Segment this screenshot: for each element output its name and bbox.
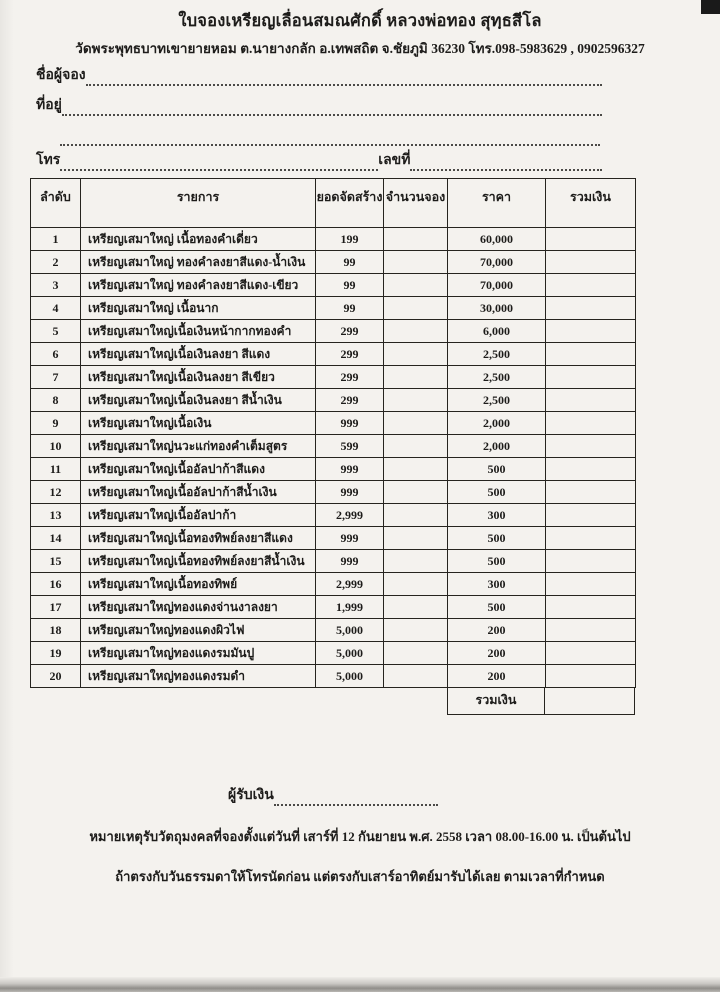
cell-qty [384,458,448,481]
cell-qty [384,274,448,297]
cell-qty [384,527,448,550]
cell-total [546,274,636,297]
cell-no: 2 [31,251,81,274]
cell-made: 299 [316,366,384,389]
phone-line [36,149,602,171]
cell-item: เหรียญเสมาใหญ่เนื้ออัลปาก้าสีแดง [81,458,316,481]
cell-made: 99 [316,274,384,297]
header-made: ยอดจัดสร้าง [316,179,384,228]
cell-no: 13 [31,504,81,527]
cell-item: เหรียญเสมาใหญ่เนื้อเงินลงยา สีน้ำเงิน [81,389,316,412]
cell-qty [384,343,448,366]
cell-qty [384,665,448,688]
phone-blank [60,156,378,171]
cell-item: เหรียญเสมาใหญ่ เนื้อทองคำเดี่ยว [81,228,316,251]
grand-total-label: รวมเงิน [448,688,545,714]
cell-price: 2,500 [448,366,546,389]
cell-total [546,619,636,642]
cell-no: 18 [31,619,81,642]
cell-made: 999 [316,481,384,504]
header-item: รายการ [81,179,316,228]
table-header-row [31,179,636,228]
cell-qty [384,297,448,320]
cell-made: 5,000 [316,619,384,642]
receiver-line [228,784,438,806]
cell-item: เหรียญเสมาใหญ่เนื้อเงินหน้ากากทองคำ [81,320,316,343]
cell-no: 10 [31,435,81,458]
grand-total-row [447,688,635,715]
cell-no: 3 [31,274,81,297]
cell-total [546,366,636,389]
cell-item: เหรียญเสมาใหญ่ เนื้อนาก [81,297,316,320]
cell-price: 500 [448,596,546,619]
cell-price: 2,000 [448,412,546,435]
cell-total [546,527,636,550]
cell-total [546,251,636,274]
header-no: ลำดับ [31,179,81,228]
cell-no: 6 [31,343,81,366]
cell-item: เหรียญเสมาใหญ่เนื้อเงินลงยา สีแดง [81,343,316,366]
cell-no: 8 [31,389,81,412]
cell-made: 299 [316,343,384,366]
cell-qty [384,573,448,596]
cell-no: 19 [31,642,81,665]
cell-qty [384,228,448,251]
cell-item: เหรียญเสมาใหญ่เนื้อเงินลงยา สีเขียว [81,366,316,389]
cell-item: เหรียญเสมาใหญ่เนื้ออัลปาก้า [81,504,316,527]
cell-total [546,550,636,573]
cell-total [546,297,636,320]
cell-qty [384,550,448,573]
cell-made: 999 [316,412,384,435]
cell-made: 1,999 [316,596,384,619]
table-row [31,343,636,366]
cell-item: เหรียญเสมาใหญ่ทองแดงรมมันปู [81,642,316,665]
cell-no: 14 [31,527,81,550]
table-row [31,251,636,274]
cell-made: 599 [316,435,384,458]
cell-price: 300 [448,573,546,596]
cell-total [546,389,636,412]
cell-total [546,228,636,251]
cell-total [546,435,636,458]
cell-no: 20 [31,665,81,688]
address-line-2 [60,128,600,146]
table-row [31,228,636,251]
cell-price: 200 [448,642,546,665]
table-row [31,550,636,573]
cell-price: 500 [448,458,546,481]
address-line [36,94,602,116]
table-row [31,527,636,550]
cell-qty [384,320,448,343]
table-row [31,389,636,412]
table-row [31,412,636,435]
table-row [31,573,636,596]
cell-made: 99 [316,297,384,320]
cell-price: 60,000 [448,228,546,251]
cell-total [546,504,636,527]
cell-made: 299 [316,389,384,412]
cell-made: 999 [316,527,384,550]
cell-made: 99 [316,251,384,274]
cell-item: เหรียญเสมาใหญ่เนื้ออัลปาก้าสีน้ำเงิน [81,481,316,504]
cell-qty [384,504,448,527]
cell-made: 2,999 [316,573,384,596]
table-row [31,596,636,619]
header-price: ราคา [448,179,546,228]
cell-item: เหรียญเสมาใหญ่เนื้อทองทิพย์ลงยาสีแดง [81,527,316,550]
cell-total [546,481,636,504]
cell-no: 9 [31,412,81,435]
cell-item: เหรียญเสมาใหญ่เนื้อทองทิพย์ลงยาสีน้ำเงิน [81,550,316,573]
orderer-name-label: ชื่อผู้จอง [36,68,86,83]
cell-total [546,665,636,688]
cell-price: 200 [448,619,546,642]
cell-price: 2,500 [448,389,546,412]
orderer-name-blank [86,71,602,86]
cell-price: 70,000 [448,251,546,274]
header-qty: จำนวนจอง [384,179,448,228]
table-row [31,297,636,320]
table-row [31,481,636,504]
cell-price: 2,500 [448,343,546,366]
cell-price: 70,000 [448,274,546,297]
number-blank [410,156,602,171]
cell-price: 200 [448,665,546,688]
cell-price: 30,000 [448,297,546,320]
temple-address: วัดพระพุทธบาทเขายายหอม ต.นายางกลัก อ.เทพสถิต จ.ชัยภูมิ 36230 โทร.098-5983629 , 0902596327 [75,41,645,56]
appointment-note: ถ้าตรงกับวันธรรมดาให้โทรนัดก่อน แต่ตรงกับเสาร์อาทิตย์มารับได้เลย ตามเวลาที่กำหนด [115,869,605,884]
cell-made: 5,000 [316,642,384,665]
cell-price: 300 [448,504,546,527]
form-title: ใบจองเหรียญเลื่อนสมณศักดิ์ หลวงพ่อทอง สุทฺธสีโล [178,11,542,30]
cell-made: 299 [316,320,384,343]
table-row [31,458,636,481]
number-label: เลขที่ [378,153,411,168]
pickup-note: หมายเหตุรับวัตถุมงคลที่จองตั้งแต่วันที่ เสาร์ที่ 12 กันยายน พ.ศ. 2558 เวลา 08.00-16.00 น. เป็นต้นไป [89,829,631,844]
table-row [31,619,636,642]
cell-no: 12 [31,481,81,504]
order-table-body [31,228,636,688]
cell-qty [384,251,448,274]
cell-no: 7 [31,366,81,389]
table-row [31,274,636,297]
cell-item: เหรียญเสมาใหญ่ทองแดงผิวไฟ [81,619,316,642]
receiver-signature-blank [274,791,438,806]
header-total: รวมเงิน [546,179,636,228]
cell-price: 500 [448,527,546,550]
cell-item: เหรียญเสมาใหญ่ ทองคำลงยาสีแดง-น้ำเงิน [81,251,316,274]
table-row [31,320,636,343]
receiver-label: ผู้รับเงิน [228,788,274,803]
order-table [30,178,636,688]
cell-no: 15 [31,550,81,573]
cell-qty [384,619,448,642]
table-row [31,665,636,688]
cell-qty [384,596,448,619]
cell-item: เหรียญเสมาใหญ่เนื้อเงิน [81,412,316,435]
cell-total [546,596,636,619]
cell-total [546,573,636,596]
cell-total [546,642,636,665]
cell-total [546,458,636,481]
orderer-name-line [36,64,602,86]
cell-made: 999 [316,550,384,573]
cell-price: 6,000 [448,320,546,343]
order-table-wrap [30,178,636,715]
cell-made: 2,999 [316,504,384,527]
cell-price: 2,000 [448,435,546,458]
cell-price: 500 [448,481,546,504]
cell-no: 5 [31,320,81,343]
cell-qty [384,412,448,435]
grand-total-value [545,688,634,714]
scan-artifact-bottom [0,977,720,992]
cell-item: เหรียญเสมาใหญ่นวะแก่ทองคำเต็มสูตร [81,435,316,458]
table-row [31,366,636,389]
address-label: ที่อยู่ [36,98,62,113]
cell-made: 999 [316,458,384,481]
cell-qty [384,366,448,389]
cell-item: เหรียญเสมาใหญ่ทองแดงจ่านงาลงยา [81,596,316,619]
cell-item: เหรียญเสมาใหญ่เนื้อทองทิพย์ [81,573,316,596]
cell-qty [384,642,448,665]
cell-total [546,412,636,435]
cell-qty [384,435,448,458]
address-blank-2 [60,131,600,146]
cell-no: 16 [31,573,81,596]
address-blank [62,101,602,116]
cell-no: 4 [31,297,81,320]
table-row [31,435,636,458]
phone-label: โทร [36,153,61,168]
cell-total [546,343,636,366]
cell-no: 1 [31,228,81,251]
table-row [31,642,636,665]
table-row [31,504,636,527]
cell-made: 5,000 [316,665,384,688]
cell-price: 500 [448,550,546,573]
cell-no: 17 [31,596,81,619]
cell-qty [384,389,448,412]
cell-item: เหรียญเสมาใหญ่ทองแดงรมดำ [81,665,316,688]
cell-total [546,320,636,343]
cell-no: 11 [31,458,81,481]
cell-item: เหรียญเสมาใหญ่ ทองคำลงยาสีแดง-เขียว [81,274,316,297]
cell-qty [384,481,448,504]
cell-made: 199 [316,228,384,251]
